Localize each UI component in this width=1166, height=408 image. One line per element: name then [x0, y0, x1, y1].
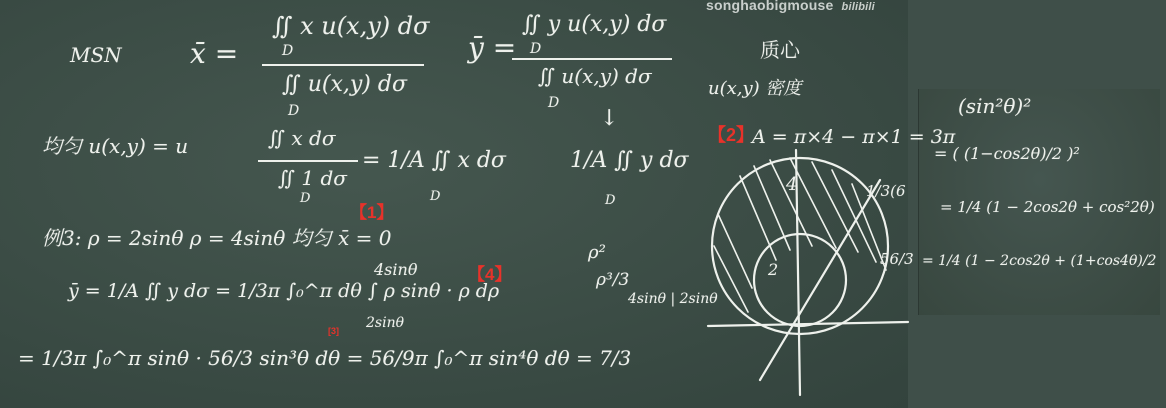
- ybar-den-region: D: [548, 95, 560, 111]
- xbar-den-region: D: [288, 103, 300, 119]
- tag-2: 【2】: [708, 125, 755, 145]
- outer-circle: [712, 158, 888, 334]
- y-formula: 1/A ∬ y dσ: [570, 148, 689, 173]
- inset-line-4: = 1/4 (1 − 2cos2θ + (1+cos4θ)/2: [922, 253, 1157, 269]
- upper-bound: 4sinθ: [374, 260, 418, 279]
- rho-eval-bounds: 4sinθ | 2sinθ: [628, 291, 718, 307]
- watermark-platform: bilibili: [841, 1, 875, 13]
- density-note: u(x,y) 密度: [708, 78, 802, 99]
- ybar-denominator: ∬ u(x,y) dσ: [538, 64, 652, 88]
- y-formula-region: D: [605, 193, 616, 208]
- tag-4: 【4】: [468, 265, 512, 284]
- xbar-label: x̄ =: [190, 37, 239, 70]
- ybar-num-region: D: [530, 41, 542, 57]
- ybar-computation: ȳ = 1/A ∬ y dσ = 1/3π ∫₀^π dθ ∫ ρ sinθ · ρ dρ: [68, 280, 500, 302]
- centroid-note: 质心: [760, 38, 800, 62]
- final-line: = 1/3π ∫₀^π sinθ · 56/3 sin³θ dθ = 56/9π ∫₀^π sin⁴θ dθ = 7/3: [18, 346, 632, 370]
- msn-label: MSN: [70, 43, 122, 67]
- diagram-label-4: 4: [786, 174, 798, 195]
- rho-cubed-over-3: ρ³/3: [596, 270, 630, 290]
- diagram-label-third: 1/3(6: [866, 182, 906, 200]
- area-equation: A = π×4 − π×1 = 3π: [752, 126, 956, 148]
- down-arrow: ↓: [600, 106, 619, 131]
- inset-line-2: = ( (1−cos2θ)/2 )²: [934, 144, 1080, 163]
- uniform-result-region: D: [430, 189, 441, 204]
- tag-1: 【1】: [350, 203, 394, 222]
- tag-3: [3]: [328, 326, 339, 336]
- uniform-denominator: ∬ 1 dσ: [278, 166, 347, 190]
- example-line: 例3: ρ = 2sinθ ρ = 4sinθ 均匀 x̄ = 0: [42, 226, 392, 250]
- uniform-den-region: D: [300, 191, 311, 206]
- watermark-author: songhaobigmouse: [706, 0, 834, 13]
- ybar-numerator: ∬ y u(x,y) dσ: [522, 12, 667, 37]
- ybar-label: ȳ =: [468, 31, 517, 64]
- xbar-denominator: ∬ u(x,y) dσ: [282, 72, 407, 97]
- rho-squared: ρ²: [588, 242, 606, 263]
- inset-line-1: (sin²θ)²: [958, 94, 1032, 118]
- xbar-num-region: D: [282, 43, 294, 59]
- inset-line-3: = 1/4 (1 − 2cos2θ + cos²2θ): [940, 198, 1155, 216]
- diagram-label-56: 56/3: [880, 250, 914, 268]
- uniform-numerator: ∬ x dσ: [268, 126, 336, 150]
- uniform-result: = 1/A ∬ x dσ: [362, 148, 506, 173]
- xbar-numerator: ∬ x u(x,y) dσ: [272, 12, 430, 40]
- diagram-label-2: 2: [768, 260, 779, 279]
- uniform-condition: 均匀 u(x,y) = u: [42, 134, 189, 158]
- lower-bound: 2sinθ: [366, 315, 405, 331]
